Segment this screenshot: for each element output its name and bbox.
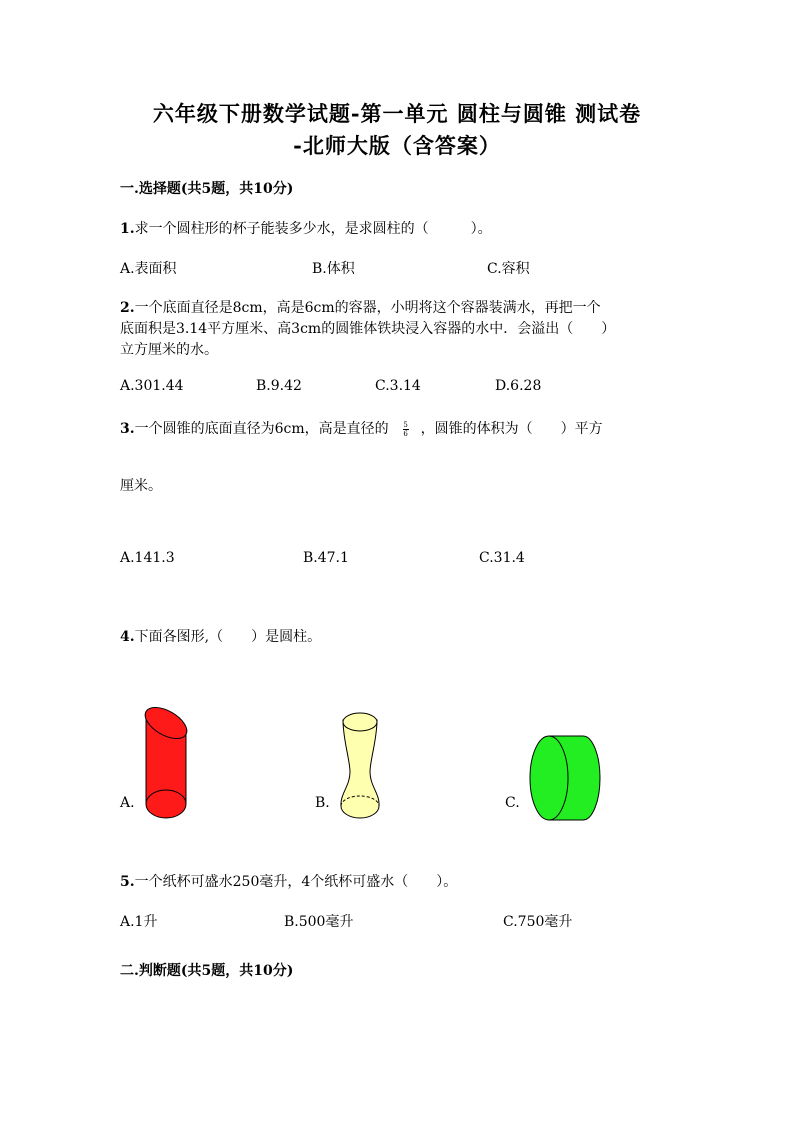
horizontal-cylinder-figure bbox=[525, 733, 605, 823]
q1-option-c: C.容积 bbox=[487, 261, 530, 277]
question-text: 下面各图形,（ ）是圆柱。 bbox=[134, 629, 322, 645]
q2-option-d: D.6.28 bbox=[495, 378, 542, 394]
question-4 bbox=[120, 626, 321, 646]
q2-option-b: B.9.42 bbox=[256, 378, 302, 394]
q3-option-b: B.47.1 bbox=[303, 550, 349, 566]
q4-option-b-label: B. bbox=[315, 795, 330, 811]
question-5 bbox=[120, 871, 457, 891]
question-text: 求一个圆柱形的杯子能装多少水，是求圆柱的（ ）。 bbox=[134, 221, 492, 237]
q4-option-a-label: A. bbox=[120, 795, 135, 811]
q3-option-a: A.141.3 bbox=[120, 550, 175, 566]
q3-option-c: C.31.4 bbox=[479, 550, 525, 566]
q1-option-a: A.表面积 bbox=[120, 261, 177, 277]
question-text: 一个纸杯可盛水250毫升，4个纸杯可盛水（ ）。 bbox=[134, 874, 458, 890]
question-2-line-1 bbox=[120, 297, 601, 317]
q5-option-c: C.750毫升 bbox=[503, 914, 573, 930]
question-3-line-1 bbox=[120, 418, 603, 438]
cylinder-front-face bbox=[530, 736, 568, 820]
question-2-line-2: 底面积是3.14平方厘米、高3cm的圆锥体铁块浸入容器的水中．会溢出（ ） bbox=[120, 321, 616, 337]
fraction bbox=[403, 421, 409, 438]
question-number: 5. bbox=[120, 874, 135, 890]
q2-option-c: C.3.14 bbox=[375, 378, 421, 394]
question-text: 一个圆锥的底面直径为6cm，高是直径的 bbox=[134, 421, 389, 437]
page-title: 六年级下册数学试题-第一单元 圆柱与圆锥 测试卷 bbox=[152, 101, 642, 126]
question-1 bbox=[120, 218, 492, 238]
waisted-shape-figure bbox=[335, 710, 385, 825]
waisted-body bbox=[341, 720, 379, 818]
waisted-top-face bbox=[343, 713, 377, 731]
section-heading-judgement: 二.判断题(共5题，共10分) bbox=[120, 963, 294, 979]
fraction-denominator: 6 bbox=[403, 429, 408, 438]
q5-option-b: B.500毫升 bbox=[284, 914, 354, 930]
fraction-numerator: 5 bbox=[403, 420, 408, 429]
q5-option-a: A.1升 bbox=[120, 914, 158, 930]
q1-option-b: B.体积 bbox=[312, 261, 355, 277]
question-number: 1. bbox=[120, 221, 135, 237]
question-2-line-3: 立方厘米的水。 bbox=[120, 342, 218, 358]
question-3-line-2: 厘米。 bbox=[120, 478, 162, 494]
question-text: 一个底面直径是8cm，高是6cm的容器，小明将这个容器装满水，再把一个 bbox=[134, 300, 601, 316]
page-subtitle: -北师大版（含答案） bbox=[293, 133, 501, 158]
question-number: 2. bbox=[120, 300, 135, 316]
slanted-cylinder-figure bbox=[140, 700, 196, 825]
q2-option-a: A.301.44 bbox=[120, 378, 184, 394]
question-number: 3. bbox=[120, 421, 135, 437]
section-heading-choice: 一.选择题(共5题，共10分) bbox=[120, 181, 294, 197]
question-text-after: ，圆锥的体积为（ ）平方 bbox=[420, 421, 603, 437]
q4-option-c-label: C. bbox=[505, 795, 520, 811]
question-number: 4. bbox=[120, 629, 135, 645]
